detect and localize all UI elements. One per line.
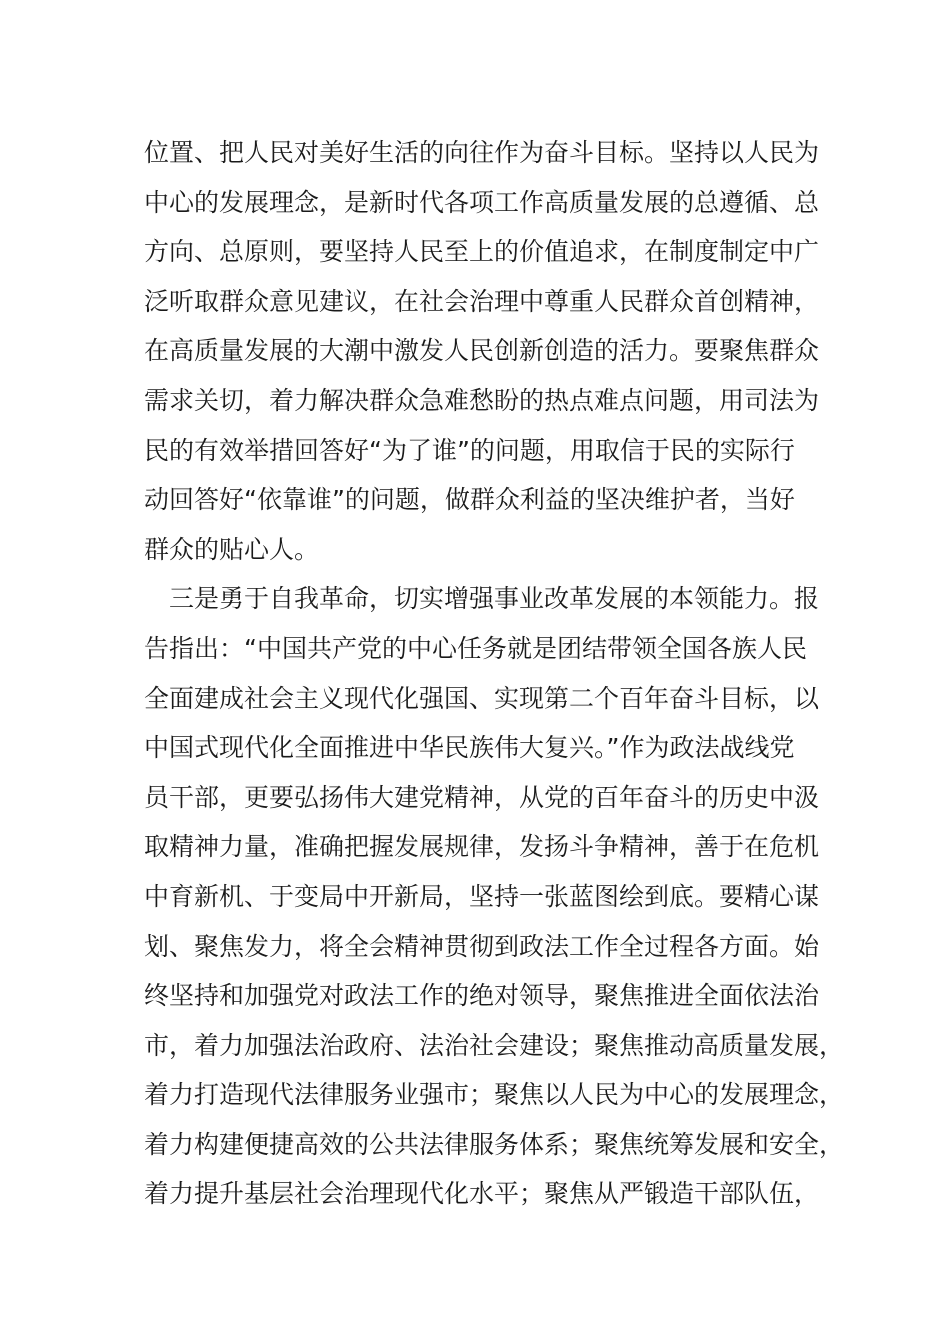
paragraph-start-line: 三是勇于自我革命，切实增强事业改革发展的本领能力。报 [144, 584, 820, 614]
text-line: 群众的贴心人。 [144, 534, 320, 564]
text-line: 中育新机、于变局中开新局，坚持一张蓝图绘到底。要精心谋 [144, 881, 820, 911]
text-line: 终坚持和加强党对政法工作的绝对领导，聚焦推进全面依法治 [144, 981, 820, 1011]
text-line: 着力打造现代法律服务业强市；聚焦以人民为中心的发展理念， [144, 1080, 845, 1110]
text-line: 在高质量发展的大潮中激发人民创新创造的活力。要聚焦群众 [144, 336, 820, 366]
text-line: 告指出：“中国共产党的中心任务就是团结带领全国各族人民 [144, 633, 807, 663]
text-line: 位置、把人民对美好生活的向往作为奋斗目标。坚持以人民为 [144, 138, 820, 167]
text-line: 着力提升基层社会治理现代化水平；聚焦从严锻造干部队伍， [144, 1179, 820, 1209]
text-line: 市，着力加强法治政府、法治社会建设；聚焦推动高质量发展， [144, 1030, 845, 1060]
text-line: 中心的发展理念，是新时代各项工作高质量发展的总遵循、总 [144, 187, 820, 217]
text-line: 动回答好“依靠谁”的问题，做群众利益的坚决维护者，当好 [144, 485, 795, 515]
text-line: 取精神力量，准确把握发展规律，发扬斗争精神，善于在危机 [144, 832, 820, 862]
text-line: 方向、总原则，要坚持人民至上的价值追求，在制度制定中广 [144, 237, 820, 267]
text-line: 中国式现代化全面推进中华民族伟大复兴。”作为政法战线党 [144, 733, 795, 763]
text-line: 员干部，更要弘扬伟大建党精神，从党的百年奋斗的历史中汲 [144, 782, 820, 812]
text-line: 民的有效举措回答好“为了谁”的问题，用取信于民的实际行 [144, 435, 795, 465]
text-line: 划、聚焦发力，将全会精神贯彻到政法工作全过程各方面。始 [144, 931, 820, 961]
text-line: 着力构建便捷高效的公共法律服务体系；聚焦统筹发展和安全， [144, 1129, 845, 1159]
text-line: 全面建成社会主义现代化强国、实现第二个百年奋斗目标，以 [144, 683, 820, 713]
text-line: 泛听取群众意见建议，在社会治理中尊重人民群众首创精神， [144, 286, 820, 316]
text-line: 需求关切，着力解决群众急难愁盼的热点难点问题，用司法为 [144, 385, 820, 415]
body-text [144, 128, 845, 1219]
